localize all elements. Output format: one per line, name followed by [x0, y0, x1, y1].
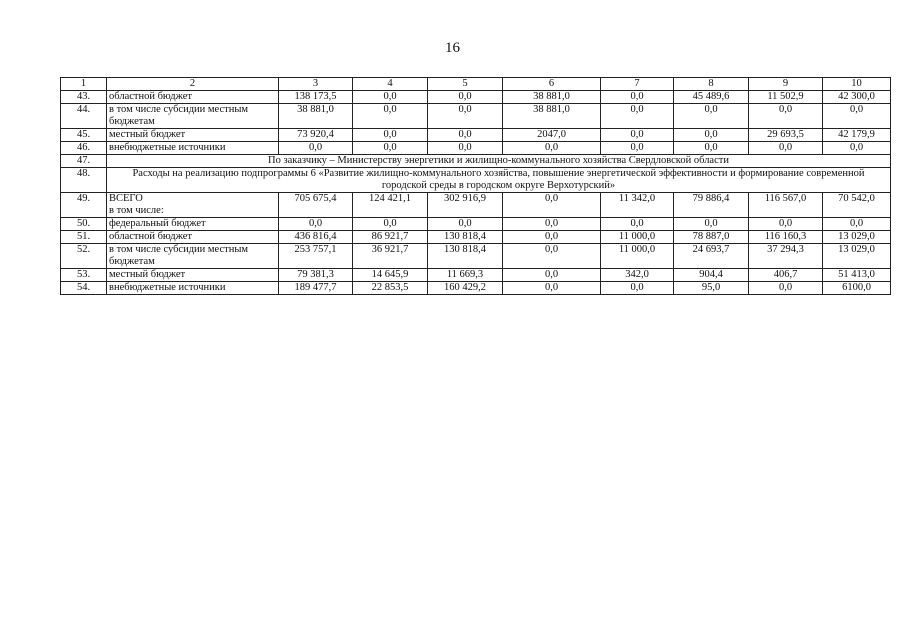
header-cell: 8	[674, 78, 749, 91]
value-cell: 0,0	[353, 104, 428, 129]
value-cell: 78 887,0	[674, 231, 749, 244]
value-cell: 11 000,0	[601, 231, 674, 244]
value-cell: 70 542,0	[823, 193, 891, 218]
table-row	[61, 218, 891, 231]
value-cell: 0,0	[674, 142, 749, 155]
value-cell: 0,0	[503, 269, 601, 282]
row-name-cell: областной бюджет	[107, 231, 279, 244]
table-row	[61, 155, 891, 168]
value-cell: 6100,0	[823, 282, 891, 295]
value-cell: 130 818,4	[428, 244, 503, 269]
value-cell: 13 029,0	[823, 231, 891, 244]
row-number-cell: 49.	[61, 193, 107, 218]
value-cell: 29 693,5	[749, 129, 823, 142]
row-number-cell: 43.	[61, 91, 107, 104]
value-cell: 253 757,1	[279, 244, 353, 269]
value-cell: 116 567,0	[749, 193, 823, 218]
table-row	[61, 269, 891, 282]
section-heading-cell: По заказчику – Министерству энергетики и жилищно-коммунального хозяйства Свердловской области	[107, 155, 891, 168]
row-number-cell: 50.	[61, 218, 107, 231]
value-cell: 116 160,3	[749, 231, 823, 244]
value-cell: 0,0	[823, 218, 891, 231]
value-cell: 11 669,3	[428, 269, 503, 282]
value-cell: 0,0	[674, 129, 749, 142]
value-cell: 0,0	[353, 142, 428, 155]
value-cell: 73 920,4	[279, 129, 353, 142]
table-row	[61, 231, 891, 244]
table-row	[61, 104, 891, 129]
table-row	[61, 91, 891, 104]
row-name-cell: местный бюджет	[107, 129, 279, 142]
value-cell: 124 421,1	[353, 193, 428, 218]
header-cell: 4	[353, 78, 428, 91]
row-name-cell: внебюджетные источники	[107, 142, 279, 155]
value-cell: 86 921,7	[353, 231, 428, 244]
header-cell: 9	[749, 78, 823, 91]
value-cell: 0,0	[749, 218, 823, 231]
header-cell: 3	[279, 78, 353, 91]
value-cell: 11 000,0	[601, 244, 674, 269]
row-number-cell: 46.	[61, 142, 107, 155]
table-row	[61, 282, 891, 295]
value-cell: 0,0	[601, 218, 674, 231]
value-cell: 0,0	[503, 244, 601, 269]
value-cell: 38 881,0	[503, 91, 601, 104]
value-cell: 36 921,7	[353, 244, 428, 269]
value-cell: 0,0	[674, 104, 749, 129]
table-row	[61, 129, 891, 142]
value-cell: 37 294,3	[749, 244, 823, 269]
value-cell: 0,0	[428, 129, 503, 142]
value-cell: 436 816,4	[279, 231, 353, 244]
value-cell: 130 818,4	[428, 231, 503, 244]
table-row	[61, 142, 891, 155]
value-cell: 38 881,0	[503, 104, 601, 129]
value-cell: 138 173,5	[279, 91, 353, 104]
value-cell: 0,0	[428, 218, 503, 231]
value-cell: 0,0	[601, 282, 674, 295]
value-cell: 0,0	[601, 142, 674, 155]
value-cell: 0,0	[749, 104, 823, 129]
row-number-cell: 54.	[61, 282, 107, 295]
value-cell: 22 853,5	[353, 282, 428, 295]
row-number-cell: 51.	[61, 231, 107, 244]
value-cell: 45 489,6	[674, 91, 749, 104]
row-number-cell: 45.	[61, 129, 107, 142]
value-cell: 95,0	[674, 282, 749, 295]
value-cell: 0,0	[279, 142, 353, 155]
table-row	[61, 168, 891, 193]
value-cell: 13 029,0	[823, 244, 891, 269]
value-cell: 904,4	[674, 269, 749, 282]
value-cell: 0,0	[503, 142, 601, 155]
value-cell: 0,0	[279, 218, 353, 231]
value-cell: 406,7	[749, 269, 823, 282]
value-cell: 14 645,9	[353, 269, 428, 282]
value-cell: 0,0	[823, 142, 891, 155]
value-cell: 342,0	[601, 269, 674, 282]
value-cell: 705 675,4	[279, 193, 353, 218]
value-cell: 0,0	[749, 142, 823, 155]
value-cell: 0,0	[601, 104, 674, 129]
row-name-cell: местный бюджет	[107, 269, 279, 282]
value-cell: 11 342,0	[601, 193, 674, 218]
row-number-cell: 53.	[61, 269, 107, 282]
value-cell: 0,0	[503, 231, 601, 244]
table-header-row	[61, 78, 891, 91]
value-cell: 79 886,4	[674, 193, 749, 218]
page-number: 16	[445, 40, 460, 56]
value-cell: 0,0	[749, 282, 823, 295]
row-name-cell: внебюджетные источники	[107, 282, 279, 295]
value-cell: 302 916,9	[428, 193, 503, 218]
section-heading-cell: Расходы на реализацию подпрограммы 6 «Развитие жилищно-коммунального хозяйства, повышение энергетической эффективности и формирование современной городской среды в городском округе Верхотурский»	[107, 168, 891, 193]
value-cell: 160 429,2	[428, 282, 503, 295]
value-cell: 0,0	[353, 218, 428, 231]
value-cell: 0,0	[353, 91, 428, 104]
value-cell: 11 502,9	[749, 91, 823, 104]
header-cell: 6	[503, 78, 601, 91]
value-cell: 0,0	[601, 91, 674, 104]
budget-table	[60, 77, 891, 295]
row-number-cell: 44.	[61, 104, 107, 129]
value-cell: 0,0	[428, 142, 503, 155]
value-cell: 42 179,9	[823, 129, 891, 142]
value-cell: 42 300,0	[823, 91, 891, 104]
value-cell: 24 693,7	[674, 244, 749, 269]
value-cell: 0,0	[428, 91, 503, 104]
value-cell: 0,0	[353, 129, 428, 142]
table-row	[61, 244, 891, 269]
value-cell: 51 413,0	[823, 269, 891, 282]
header-cell: 5	[428, 78, 503, 91]
value-cell: 189 477,7	[279, 282, 353, 295]
header-cell: 10	[823, 78, 891, 91]
row-name-cell: областной бюджет	[107, 91, 279, 104]
value-cell: 0,0	[428, 104, 503, 129]
value-cell: 0,0	[601, 129, 674, 142]
row-number-cell: 48.	[61, 168, 107, 193]
value-cell: 2047,0	[503, 129, 601, 142]
row-name-cell: федеральный бюджет	[107, 218, 279, 231]
value-cell: 0,0	[674, 218, 749, 231]
value-cell: 79 381,3	[279, 269, 353, 282]
table-row	[61, 193, 891, 218]
row-name-cell: в том числе субсидии местным бюджетам	[107, 244, 279, 269]
row-number-cell: 47.	[61, 155, 107, 168]
value-cell: 38 881,0	[279, 104, 353, 129]
value-cell: 0,0	[503, 282, 601, 295]
value-cell: 0,0	[503, 218, 601, 231]
header-cell: 1	[61, 78, 107, 91]
row-name-cell: в том числе субсидии местным бюджетам	[107, 104, 279, 129]
header-cell: 7	[601, 78, 674, 91]
row-name-cell: ВСЕГО в том числе:	[107, 193, 279, 218]
value-cell: 0,0	[503, 193, 601, 218]
header-cell: 2	[107, 78, 279, 91]
table-body	[61, 78, 891, 295]
value-cell: 0,0	[823, 104, 891, 129]
row-number-cell: 52.	[61, 244, 107, 269]
